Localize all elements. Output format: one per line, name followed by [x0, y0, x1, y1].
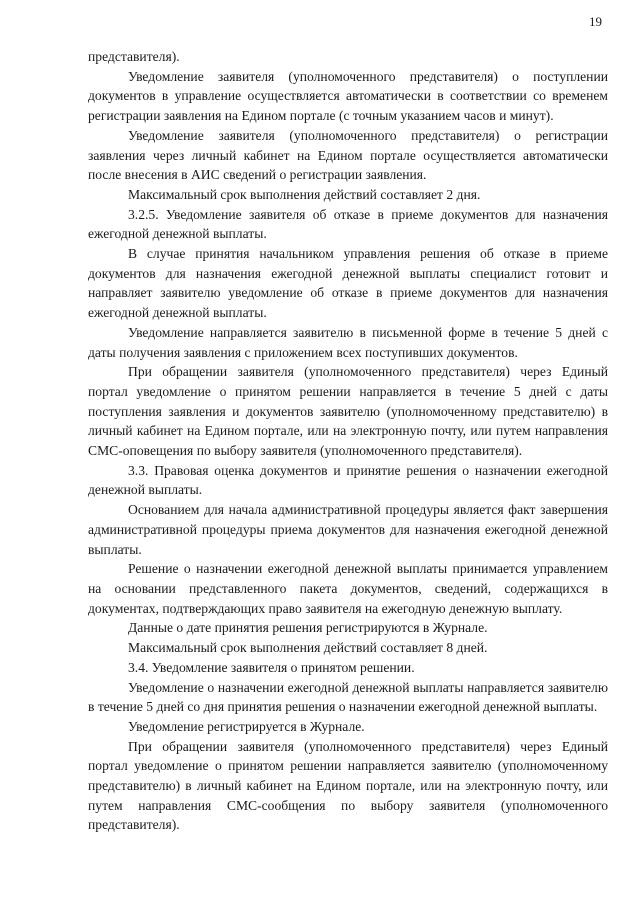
paragraph: Основанием для начала административной процедуры является факт завершения административной процедуры приема документов для назначения ежегодной денежной выплаты. [88, 502, 608, 557]
paragraph: При обращении заявителя (уполномоченного представителя) через Единый портал уведомление о принятом решении направляется в течение 5 дней с даты поступления заявления и документов заявителю (уполномоченному представителю) в личный кабинет на Едином портале, или на электронную почту, или путем направления СМС-оповещения по выбору заявителя (уполномоченного представителя). [88, 364, 608, 459]
paragraph: Решение о назначении ежегодной денежной выплаты принимается управлением на основании представленного пакета документов, сведений, содержащихся в документах, подтверждающих право заявителя на ежегодную денежную выплату. [88, 561, 608, 616]
paragraph: представителя). [88, 49, 180, 64]
section-heading: 3.3. Правовая оценка документов и принятие решения о назначении ежегодной денежной выплаты. [88, 462, 608, 498]
paragraph: Уведомление о назначении ежегодной денежной выплаты направляется заявителю в течение 5 дней со дня принятия решения о назначении ежегодной денежной выплаты. [88, 679, 608, 715]
paragraph: Максимальный срок выполнения действий составляет 2 дня. [128, 186, 481, 202]
section-heading: 3.2.5. Уведомление заявителя об отказе в приеме документов для назначения ежегодной денежной выплаты. [88, 206, 608, 242]
paragraph: В случае принятия начальником управления решения об отказе в приеме документов для назначения ежегодной денежной выплаты специалист готовит и направляет заявителю уведомление об отказе в приеме документов для назначения ежегодной денежной выплаты. [88, 246, 608, 321]
paragraph: При обращении заявителя (уполномоченного представителя) через Единый портал уведомление о принятом решении направляется заявителю (уполномоченному представителю) в личный кабинет на Едином портале, или на электронную почту, или путем направления СМС-сообщения по выбору заявителя (уполномоченного представителя). [88, 738, 608, 833]
section-heading: 3.4. Уведомление заявителя о принятом решении. [128, 659, 415, 675]
paragraph: Уведомление направляется заявителю в письменной форме в течение 5 дней с даты получения заявления с приложением всех поступивших документов. [88, 324, 608, 360]
paragraph: Уведомление заявителя (уполномоченного представителя) о поступлении документов в управление осуществляется автоматически в соответствии со временем регистрации заявления на Едином портале (с точным указанием часов и минут). [88, 68, 608, 124]
paragraph: Максимальный срок выполнения действий составляет 8 дней. [128, 640, 488, 656]
document-body [88, 47, 608, 835]
paragraph: Данные о дате принятия решения регистрируются в Журнале. [128, 620, 488, 636]
paragraph: Уведомление заявителя (уполномоченного представителя) о регистрации заявления через личный кабинет на Едином портале осуществляется автоматически после внесения в АИС сведений о регистрации заявления. [88, 127, 608, 183]
page-number: 19 [589, 14, 602, 29]
paragraph: Уведомление регистрируется в Журнале. [128, 718, 365, 734]
